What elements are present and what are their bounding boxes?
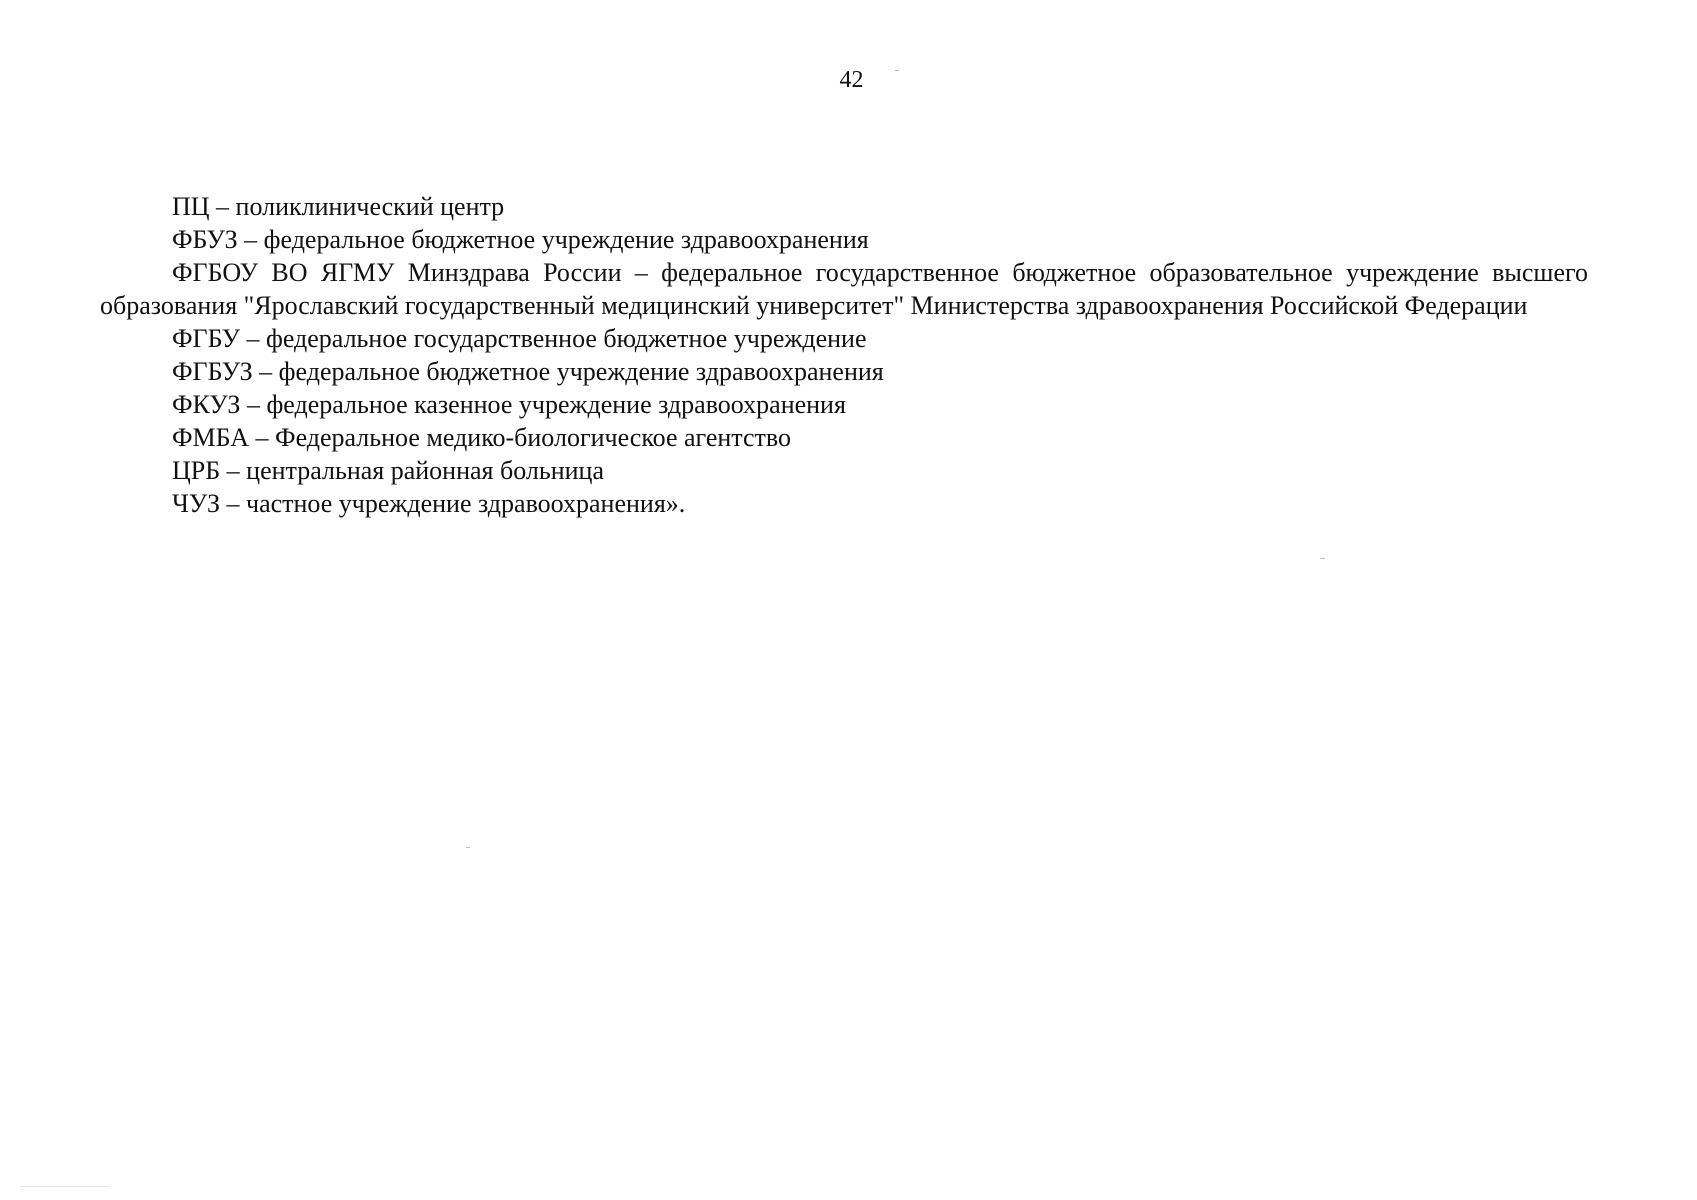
abbreviation-entry: ЦРБ – центральная районная больница <box>172 456 605 485</box>
scan-speck <box>466 847 470 848</box>
abbreviation-entry: ФГБОУ ВО ЯГМУ Минздрава России – федеральное государственное бюджетное образовательное учреждение высшего образования "Ярославский государственный медицинский университет" Министерства здравоохранения Российской Федерации <box>100 258 1588 320</box>
abbreviation-entry: ФГБУЗ – федеральное бюджетное учреждение здравоохранения <box>172 357 884 386</box>
abbreviation-entry: ЧУЗ – частное учреждение здравоохранения». <box>172 489 686 518</box>
page-number <box>0 66 1697 94</box>
scan-speck <box>1320 558 1325 559</box>
page-number-text: 42 <box>839 67 864 93</box>
abbreviation-entry: ФМБА – Федеральное медико-биологическое агентство <box>172 423 791 452</box>
abbreviation-entry: ПЦ – поликлинический центр <box>172 192 505 221</box>
abbreviation-entry: ФБУЗ – федеральное бюджетное учреждение здравоохранения <box>172 225 869 254</box>
abbreviation-list <box>100 190 1588 520</box>
scan-speck <box>895 70 899 71</box>
abbreviation-entry: ФКУЗ – федеральное казенное учреждение здравоохранения <box>172 390 846 419</box>
abbreviation-entry: ФГБУ – федеральное государственное бюджетное учреждение <box>172 324 867 353</box>
scan-speck <box>20 1186 110 1187</box>
